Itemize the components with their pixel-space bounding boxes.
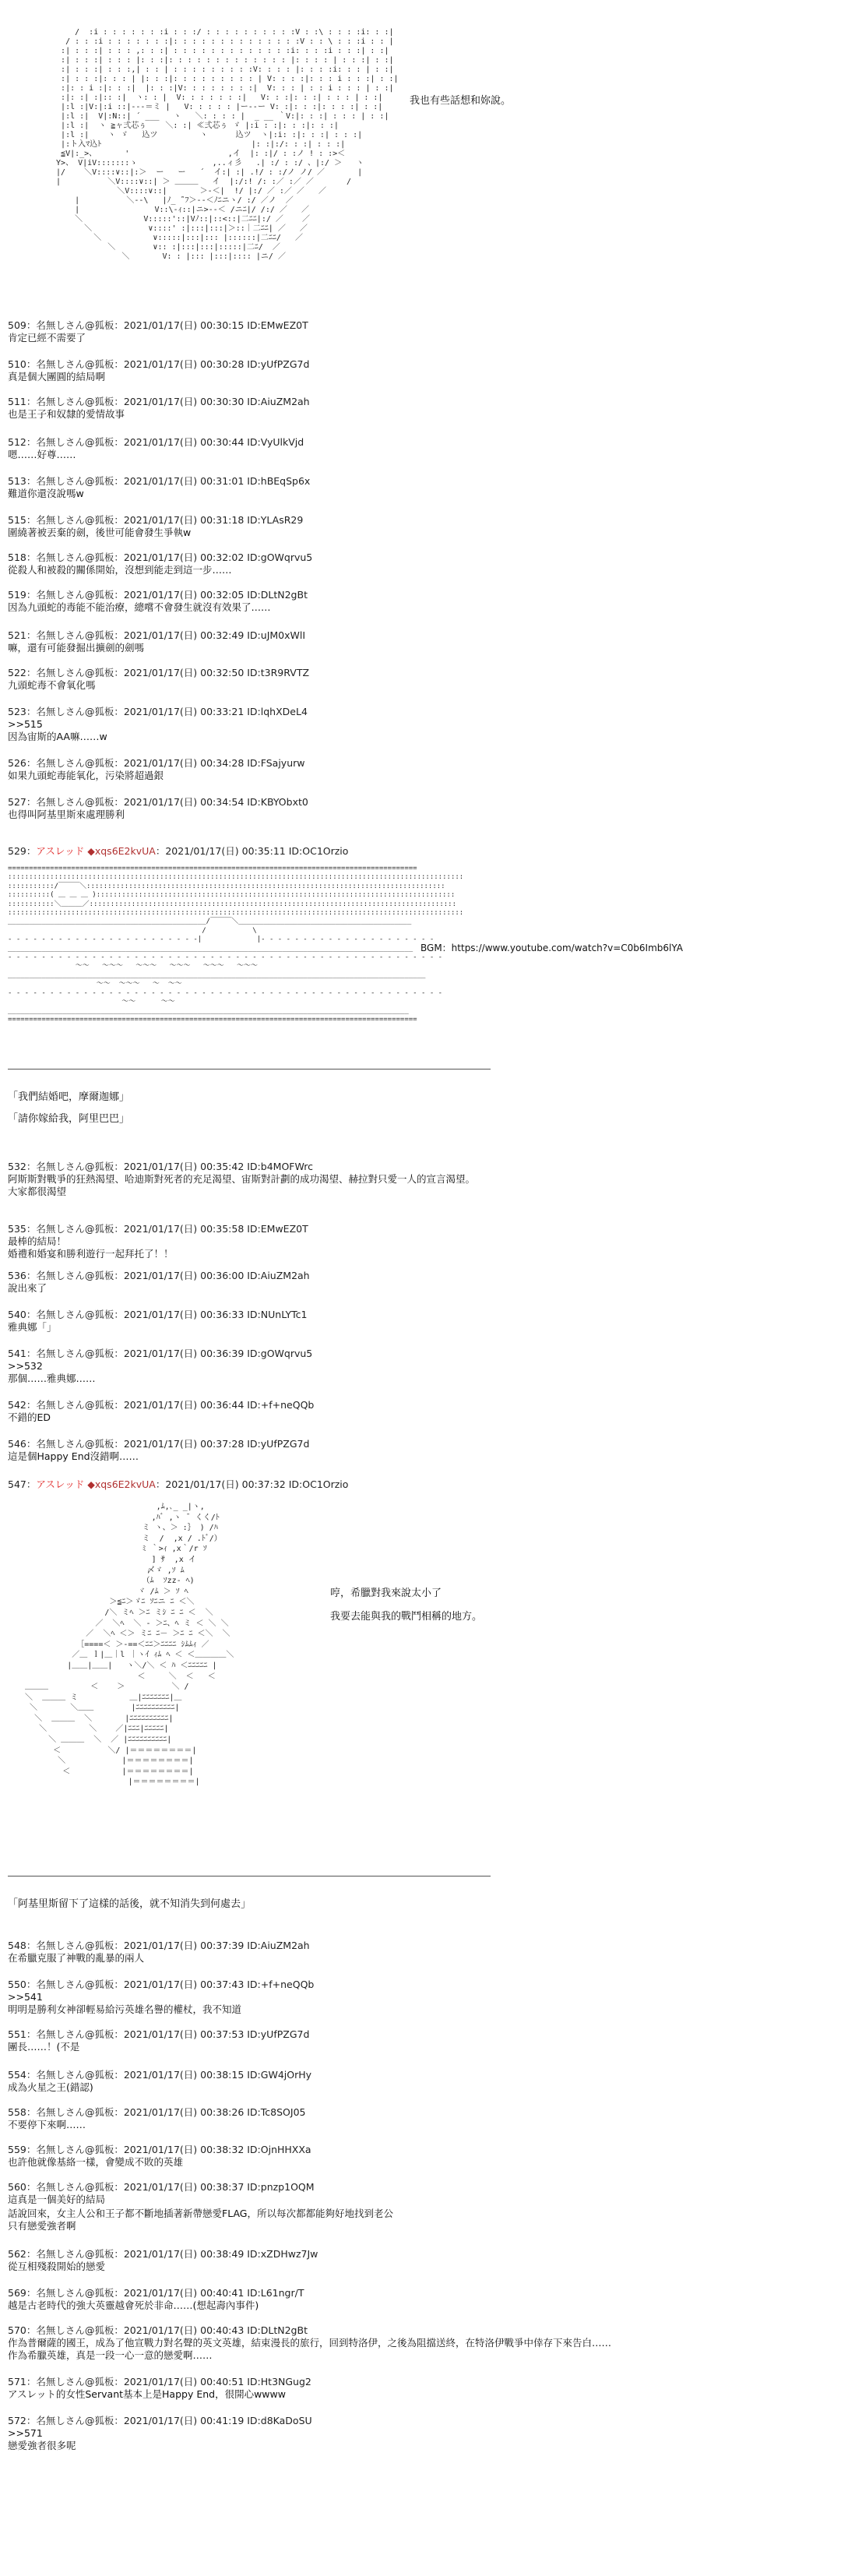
- author-name[interactable]: アスレッド: [36, 845, 85, 857]
- post-item: [8, 757, 833, 782]
- post-item: [8, 1438, 833, 1463]
- post-item: [8, 2287, 833, 2312]
- post-item: [8, 1270, 833, 1295]
- post-header: 512：名無しさん@狐板：2021/01/17(日) 00:30:44 ID:VyUlkVjd: [8, 436, 304, 448]
- post-item: [8, 629, 833, 654]
- post-header: 571：名無しさん@狐板：2021/01/17(日) 00:40:51 ID:Ht3NGug2: [8, 2376, 311, 2387]
- post-item: [8, 2248, 833, 2273]
- post-item: [8, 2028, 833, 2053]
- post-header: 560：名無しさん@狐板：2021/01/17(日) 00:38:37 ID:pnzp1OQM: [8, 2181, 315, 2193]
- author-trip: ◆xqs6E2kvUA: [87, 1478, 156, 1490]
- aa3-dialogue-2: 我要去能與我的戰鬥相稱的地方。: [330, 1611, 483, 1623]
- post-body: 阿斯斯對戰爭的狂熱渴望、哈迪斯對死者的充足渴望、宙斯對計劃的成功渴望、赫拉對只愛一人的宣言渴望。 大家都很渴望: [8, 1173, 476, 1197]
- post-header: 515：名無しさん@狐板：2021/01/17(日) 00:31:18 ID:YLAsR29: [8, 514, 304, 526]
- post-item: [8, 2144, 833, 2169]
- post-body: アスレット的女性Servant基本上是Happy End，很開心wwww: [8, 2388, 286, 2400]
- post-item: [8, 2069, 833, 2094]
- post-body: 最棒的結局！ 婚禮和婚宴和勝利遊行一起拜托了！！: [8, 1235, 174, 1260]
- post-item: [8, 1309, 833, 1334]
- post-header: 518：名無しさん@狐板：2021/01/17(日) 00:32:02 ID:gOWqrvu5: [8, 551, 313, 563]
- post-item: [8, 319, 833, 344]
- post-header: 551：名無しさん@狐板：2021/01/17(日) 00:37:53 ID:yUfPZG7d: [8, 2028, 310, 2040]
- post-body: 雅典娜「」: [8, 1321, 57, 1333]
- post-body: 也許他就像基絡一樣，會變成不敗的英雄: [8, 2156, 184, 2168]
- post-header: 522：名無しさん@狐板：2021/01/17(日) 00:32:50 ID:t3R9RVTZ: [8, 667, 310, 678]
- post-time: ：2021/01/17(日) 00:37:32 ID:OC1Orzio: [155, 1478, 349, 1490]
- post-body: >>571 戀愛強者很多呢: [8, 2427, 76, 2451]
- post-item: [8, 475, 833, 500]
- post-body: >>532 那個……雅典娜……: [8, 1360, 96, 1384]
- post-body: 作為普爾薩的國王，成為了他宣戰力對名聲的英文英雄，結束漫長的旅行，回到特洛伊，之後為阻擋送終，在特洛伊戰爭中倖存下來告白…… 作為希臘英雄，真是一段一心一意的戀愛啊……: [8, 2337, 612, 2361]
- post-body: 從殺人和被殺的關係開始，沒想到能走到這一步……: [8, 564, 232, 576]
- post-header: 541：名無しさん@狐板：2021/01/17(日) 00:36:39 ID:gOWqrvu5: [8, 1348, 313, 1359]
- post-item: [8, 551, 833, 576]
- post-item: [8, 396, 833, 421]
- author-post-547: [8, 1478, 833, 1491]
- post-header: 532：名無しさん@狐板：2021/01/17(日) 00:35:42 ID:b4MOFWrc: [8, 1161, 314, 1172]
- post-header: 511：名無しさん@狐板：2021/01/17(日) 00:30:30 ID:AiuZM2ah: [8, 396, 310, 407]
- quote-achilles: 「阿基里斯留下了這樣的話後，就不知消失到何處去」: [8, 1898, 252, 1910]
- post-body: 也得叫阿基里斯來處理勝利: [8, 809, 125, 820]
- aa3-dialogue-1: 哼，希臘對我來說太小了: [330, 1588, 442, 1599]
- post-number: 547：: [8, 1478, 37, 1490]
- post-header: 521：名無しさん@狐板：2021/01/17(日) 00:32:49 ID:uJM0xWlI: [8, 629, 306, 641]
- post-header: 513：名無しさん@狐板：2021/01/17(日) 00:31:01 ID:hBEqSp6x: [8, 475, 311, 487]
- post-item: [8, 589, 833, 614]
- post-header: 562：名無しさん@狐板：2021/01/17(日) 00:38:49 ID:xZDHwz7Jw: [8, 2248, 318, 2260]
- post-body: 說出來了: [8, 1282, 48, 1294]
- post-body: 越是古老時代的強大英靈越會死於非命……(想起壽內事件): [8, 2299, 259, 2311]
- post-header: 558：名無しさん@狐板：2021/01/17(日) 00:38:26 ID:Tc8SOJ05: [8, 2106, 306, 2118]
- author-trip: ◆xqs6E2kvUA: [87, 845, 156, 857]
- post-body: 話說回來，女主人公和王子都不斷地插著新帶戀愛FLAG，所以每次都都能夠好地找到老公 只有戀愛強者啊: [8, 2208, 393, 2232]
- post-header: 570：名無しさん@狐板：2021/01/17(日) 00:40:43 ID:DLtN2gBt: [8, 2324, 308, 2336]
- post-item: [8, 1940, 833, 1965]
- post-body: 難道你還沒說嗎w: [8, 488, 84, 499]
- post-body: 如果九頭蛇毒能氧化，污染將超過銀: [8, 770, 164, 781]
- quote-morgiana: 「請你嫁給我，阿里巴巴」: [8, 1113, 130, 1125]
- bgm-link[interactable]: BGM：https://www.youtube.com/watch?v=C0b6Imb6lYA: [420, 943, 683, 953]
- post-body: >>541 明明是勝利女神卻輕易給污英雄名譽的權杖，我不知道: [8, 1991, 242, 2015]
- author-post-529: [8, 845, 833, 858]
- post-body: 嘛，還有可能發掘出擴劍的劍嗎: [8, 642, 145, 654]
- post-number: 529：: [8, 845, 37, 857]
- post-body: >>515 因為宙斯的AA嘛……w: [8, 718, 107, 742]
- post-item: [8, 1348, 833, 1385]
- post-item: [8, 2324, 833, 2362]
- post-item: [8, 706, 833, 743]
- post-body: 圍繞著被丟棄的劍，後世可能會發生爭執w: [8, 527, 192, 538]
- post-item: [8, 1161, 833, 1198]
- post-item: [8, 1399, 833, 1424]
- post-header: 548：名無しさん@狐板：2021/01/17(日) 00:37:39 ID:AiuZM2ah: [8, 1940, 310, 1951]
- quote-alibaba: 「我們結婚吧，摩爾迦娜」: [8, 1091, 130, 1103]
- post-body: 因為九頭蛇的毒能不能治療，總嚐不會發生就沒有效果了……: [8, 601, 271, 613]
- post-body: 從互相殘殺開始的戀愛: [8, 2261, 106, 2272]
- post-body: 也是王子和奴隸的愛情故事: [8, 408, 125, 420]
- aa1-dialogue: 我也有些話想和妳說。: [410, 95, 512, 107]
- post-header: 523：名無しさん@狐板：2021/01/17(日) 00:33:21 ID:lqhXDeL4: [8, 706, 308, 717]
- post-body: 真是個大團圓的結局啊: [8, 371, 106, 382]
- post-header: 519：名無しさん@狐板：2021/01/17(日) 00:32:05 ID:DLtN2gBt: [8, 589, 308, 601]
- post-body: 九頭蛇毒不會氧化嗎: [8, 679, 96, 691]
- post-time: ：2021/01/17(日) 00:35:11 ID:OC1Orzio: [155, 845, 349, 857]
- post-item: [8, 514, 833, 539]
- post-header: 569：名無しさん@狐板：2021/01/17(日) 00:40:41 ID:L61ngr/T: [8, 2287, 304, 2299]
- ascii-art-achilles: ,ﾑ,､_ _|ヽ, ,ﾊﾞ ,ヽ ̄ くく/ﾄ ミ ヽ、＞ :｝ ) /ﾊ ミ / ,x / .ﾄﾞ/） ﾐ ｀>ｨ ,x｀/r ｿ ] ｻ ,x イ 〆ゞ ,ｿ ﾑ （ﾑ ｿzz- ﾍ) ヾ /ﾑ ＞ ｿ ﾍ ＞≦ﾆ＞ゞﾆ ｿﾆニ ﾆ ＜＼ /＼ ミﾍ ＞ﾆ ミｼ ﾆ ﾆ ＜ ＼ ／ ＼ﾍ ＼ - ＞ﾆ、ﾍ ミ ＜ ＼ ＼ ／ ＼ﾍ ＜＞ ミﾆ ﾆ－ ＞ﾆ ﾆ ＜＼ ＼ ［====＜ ＞-==＜ﾆﾆ＞ﾆﾆﾆﾆ ｼﾑﾑｨ ／ ／＿ ｌ|＿｜l ｜ヽｲ ｨﾑ ﾍ ＜ ＜＿＿＿＿＼ |＿＿|＿＿| ヽ＼/＼ ＜ ﾊ ＜ﾆﾆﾆﾆﾆ | ＜ ＼ ＜ ＜ ＿＿＿ ＜ ＞ ＼ / ＼ ＿＿＿ ミ ＿|ﾆﾆﾆﾆﾆﾆﾆ|＿ ＼ ＼＿＿ |ﾆﾆﾆﾆﾆﾆﾆﾆﾆﾆ| ＼ ＿＿＿ ＼ |ﾆﾆﾆﾆﾆﾆﾆﾆﾆﾆ| ＼ ＼ ／|ﾆﾆﾆ|ﾆﾆﾆﾆﾆ| ＼ ＿＿＿ ＼ ／ |ﾆﾆﾆﾆﾆﾆﾆﾆﾆﾆ| ＜ ＼/ |＝＝＝＝＝＝＝＝| ＼ |＝＝＝＝＝＝＝＝| ＜ |＝＝＝＝＝＝＝＝| |＝＝＝＝＝＝＝＝|: [25, 1503, 234, 1787]
- post-body: 團長……！(不是: [8, 2041, 80, 2053]
- post-body: 成為火星之王(錯認): [8, 2081, 93, 2093]
- post-item: [8, 2415, 833, 2452]
- post-header: 526：名無しさん@狐板：2021/01/17(日) 00:34:28 ID:FSajyurw: [8, 757, 305, 769]
- post-item: [8, 2376, 833, 2401]
- post-header: 554：名無しさん@狐板：2021/01/17(日) 00:38:15 ID:GW4jOrHy: [8, 2069, 312, 2081]
- post-body: 這真是一個美好的結局: [8, 2194, 106, 2205]
- post-item: [8, 1223, 833, 1260]
- post-body: 肯定已經不需要了: [8, 332, 86, 344]
- ascii-art-sunset: ================================================================================================= :::::::::::::::::::::::::::::::::::::::::::::::::::::::::::::::::::::::::::::::::::::::::::::::::::::::::::: :::::::::::/￣￣￣＼::::::::::::::::::::::::::::::::::::::::::::::::::::::::::::::::::::::::::::::::::::: ::::::::::( ＿ ＿ ＿ )::::::::::::::::::::::::::::::::::::::::::::::::::::::::::::::::::::::::::::::::::::: :::::::::::＼＿＿＿／::::::::::::::::::::::::::::::::::::::::::::::::::::::::::::::::::::::::::::::::::::::: :::::::::::::::::::::::::::::::::::::::::::::::::::::::::::::::::::::::::::::::::::::::::::::::::::::::::::: _______________________________________________/￣￣￣＼_________________________________________ / \ - - - - - - - - - - - - - - - - - - - - - - -| |- - - - - - - - - - - - - - - - - - - - - ________________________________________________________________________________________________ - - - - - - - - - - - - - - - - - - - - - - - - - - - - - - - - - - - - - - - - - - - - - - - - - - - - ～～ ～～～ ～～～ ～～～ ～～～ ～～～ ___________________________________________________________________________________________________ ～～ ～～～ ～ ～～ - - - - - - - - - - - - - - - - - - - - - - - - - - - - - - - - - - - - - - - - - - - - - - - - - - - - ～～ ～～ _______________________________________________________________________________________________ =================================================================================================: [8, 865, 464, 1024]
- ascii-art-alibaba: / :i : : : : : : :i : : :/ : : : : : : : : : :V : :\ : : : :i: : :| / : : :i : : : : : : :|: : : : : : : : : : : : : :V : : \ : : :i : : | :| : : :| : : : ,: : :| : : : : : : : : : : : : :i: : : :i : : :| : :| :| : : :| : : : |: : :|: : : : : : : : : : : : : |: : : : | : : :| : :| :| : : :| : : :,| : : | : : : : : : : : :V: : : : |: : : :i: : : | : :| :| : : :|: : : | |: : :|: : : : : : : : : | V: : : :|: : : i : : :| : :| :|: : i :|: : :| |: : :|V: : : : : : : :| V: : : | : : i : : : | : :| :|: :| :|:: :| ヽ: : | V: : : : : : :| V: : :|: : :| : : : | : :| |:l :|V:|:i ::|‐--＝ミ | V: : : : : |ー--ー V: :|: : :|: : : :| : :| |:l :| V|:N::| ´ ___ ヽ ＼: : : : | _ __ ｀V:|: : :| : : : | : :| |:l :| ヽ ≧ャ弍芯ぅ ＼: :| ≪弍芯ぅ ゞ |:i : :|: : :|: : :| |:l :| ヽ ゞ 込ツ ヽ 込ツ ヽ|:i: :|: : :| : : :| |:ト入ﾏ込ﾄ |: :|:/: : :| : : :| ≦V|:_>、 ' ,イ |: :|/ : :ノ ! : :>＜ Y>、 V|iV:::::::ゝ ,..ィ彡 .| :/ : :/ 、|:/ ＞ ヽ |/ ＼V::::∨::|:＞ ー ー ´ イ:| :| .!/ : :/ノ ノ/ ／ | | ＼V::::∨::| ＞ ＿＿＿ イ |:/:! /: :／ :／ ／ / ＼V::::∨::| ＞‐＜| !/ |:/ ／ :／ ／ ／ | ＼‐-\ |ﾉ_ ̄¨ﾌ＞--＜ﾉﾆニヽ/ :/ ／ノ ／ | V::\-ｨ::|ニ>--＜ /ニﾆ|/ /:/ ／ ／ ＼ V:::::'::|Vﾉ::|::<::|二ﾆﾆ|:/ ／ ／ ＼ ∨::::' :|:::|:::|＞::｜二ﾆﾆ| ／ ／ ＼ ∨:::::|:::|::: |::::::|二ﾆﾆ/ ／ ＼ ∨:: :|:::|:::|:::::|二ﾆ/ ／ ＼ V: : |::: |:::|:::: |ニ/ ／: [56, 28, 399, 261]
- post-header: 540：名無しさん@狐板：2021/01/17(日) 00:36:33 ID:NUnLYTc1: [8, 1309, 308, 1320]
- post-body: 在希臘克服了神戰的亂暴的兩人: [8, 1952, 145, 1964]
- post-header: 572：名無しさん@狐板：2021/01/17(日) 00:41:19 ID:d8KaDoSU: [8, 2415, 312, 2426]
- post-header: 536：名無しさん@狐板：2021/01/17(日) 00:36:00 ID:AiuZM2ah: [8, 1270, 310, 1281]
- post-item: [8, 358, 833, 383]
- author-name[interactable]: アスレッド: [36, 1478, 85, 1490]
- post-header: 527：名無しさん@狐板：2021/01/17(日) 00:34:54 ID:KBYObxt0: [8, 796, 308, 808]
- post-header: 546：名無しさん@狐板：2021/01/17(日) 00:37:28 ID:yUfPZG7d: [8, 1438, 310, 1450]
- post-header: 509：名無しさん@狐板：2021/01/17(日) 00:30:15 ID:EMwEZ0T: [8, 319, 308, 331]
- post-header: 535：名無しさん@狐板：2021/01/17(日) 00:35:58 ID:EMwEZ0T: [8, 1223, 308, 1235]
- post-body: 嗯……好尊……: [8, 449, 76, 460]
- post-body: 不錯的ED: [8, 1411, 51, 1423]
- post-item: [8, 1979, 833, 2016]
- post-item: [8, 667, 833, 692]
- post-item: [8, 2208, 833, 2232]
- post-body: 這是個Happy End沒錯啊……: [8, 1450, 139, 1462]
- post-item: [8, 436, 833, 461]
- post-item: [8, 2181, 833, 2206]
- post-body: 不要停下來啊……: [8, 2119, 86, 2130]
- post-header: 559：名無しさん@狐板：2021/01/17(日) 00:38:32 ID:OjnHHXXa: [8, 2144, 311, 2155]
- post-item: [8, 796, 833, 821]
- divider-1: [8, 1069, 491, 1070]
- post-header: 542：名無しさん@狐板：2021/01/17(日) 00:36:44 ID:+f+neQQb: [8, 1399, 315, 1411]
- post-header: 550：名無しさん@狐板：2021/01/17(日) 00:37:43 ID:+f+neQQb: [8, 1979, 315, 1990]
- post-item: [8, 2106, 833, 2131]
- post-header: 510：名無しさん@狐板：2021/01/17(日) 00:30:28 ID:yUfPZG7d: [8, 358, 310, 370]
